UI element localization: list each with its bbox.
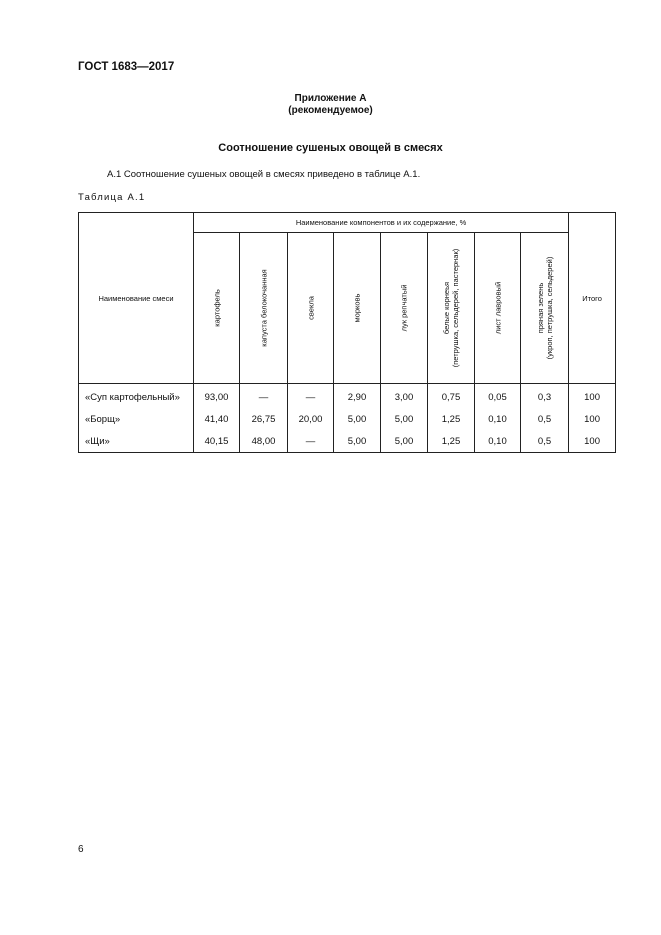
table-row [79,408,616,430]
table-cell: 93,00 [194,384,240,409]
appendix-subtitle: (рекомендуемое) [288,105,373,116]
table-cell: 0,75 [428,384,475,409]
table-cell: 20,00 [288,408,334,430]
appendix-heading [0,93,661,117]
table-cell: 3,00 [381,384,428,409]
component-header [240,233,288,384]
table-cell: 0,5 [521,408,569,430]
table-cell: 1,25 [428,408,475,430]
table-header-row [79,213,616,233]
appendix-title: Приложение А [294,93,367,104]
component-name: картофель [212,289,221,327]
component-header [475,233,521,384]
table-cell: 40,15 [194,430,240,453]
component-detail: (укроп, петрушка, сельдерей) [544,256,554,360]
component-header [334,233,381,384]
component-name: свекла [306,296,315,320]
section-title: Соотношение сушеных овощей в смесях [218,142,443,154]
mix-name-header: Наименование смеси [79,213,194,384]
table-cell: 0,10 [475,408,521,430]
table-cell: 0,05 [475,384,521,409]
composition-table-container [78,212,615,454]
components-group-header: Наименование компонентов и их содержание, % [194,213,569,233]
table-cell: 0,10 [475,430,521,453]
total-cell: 100 [569,408,616,430]
table-cell: 5,00 [381,430,428,453]
table-cell: 5,00 [334,408,381,430]
component-header [288,233,334,384]
composition-table [78,212,616,453]
mix-name: «Борщ» [79,408,194,430]
component-header [428,233,475,384]
total-header: Итого [569,213,616,384]
component-name: белые корнеья [442,281,451,335]
table-label: Таблица А.1 [78,192,146,203]
table-cell: 26,75 [240,408,288,430]
component-name: морковь [352,293,362,323]
component-name: лист лавровый [493,281,502,335]
document-code: ГОСТ 1683—2017 [78,61,175,73]
table-cell: 2,90 [334,384,381,409]
intro-paragraph: А.1 Соотношение сушеных овощей в смесях приведено в таблице А.1. [107,169,421,180]
table-cell: 41,40 [194,408,240,430]
component-name: пряная зелень [535,282,545,334]
table-cell: 0,3 [521,384,569,409]
table-cell: — [240,384,288,409]
table-cell: 1,25 [428,430,475,453]
table-cell: 5,00 [334,430,381,453]
table-row [79,384,616,409]
component-name: лук репчатый [399,284,409,332]
page-number: 6 [78,844,84,855]
total-cell: 100 [569,430,616,453]
component-name: капуста белокочанная [259,269,268,347]
mix-name: «Суп картофельный» [79,384,194,409]
total-cell: 100 [569,384,616,409]
table-cell: — [288,430,334,453]
component-header [194,233,240,384]
table-cell: 0,5 [521,430,569,453]
component-header [381,233,428,384]
mix-name: «Щи» [79,430,194,453]
component-detail: (петрушка, сельдерей, пастернак) [451,248,460,368]
component-header [521,233,569,384]
table-cell: 5,00 [381,408,428,430]
table-cell: — [288,384,334,409]
table-row [79,430,616,453]
table-cell: 48,00 [240,430,288,453]
